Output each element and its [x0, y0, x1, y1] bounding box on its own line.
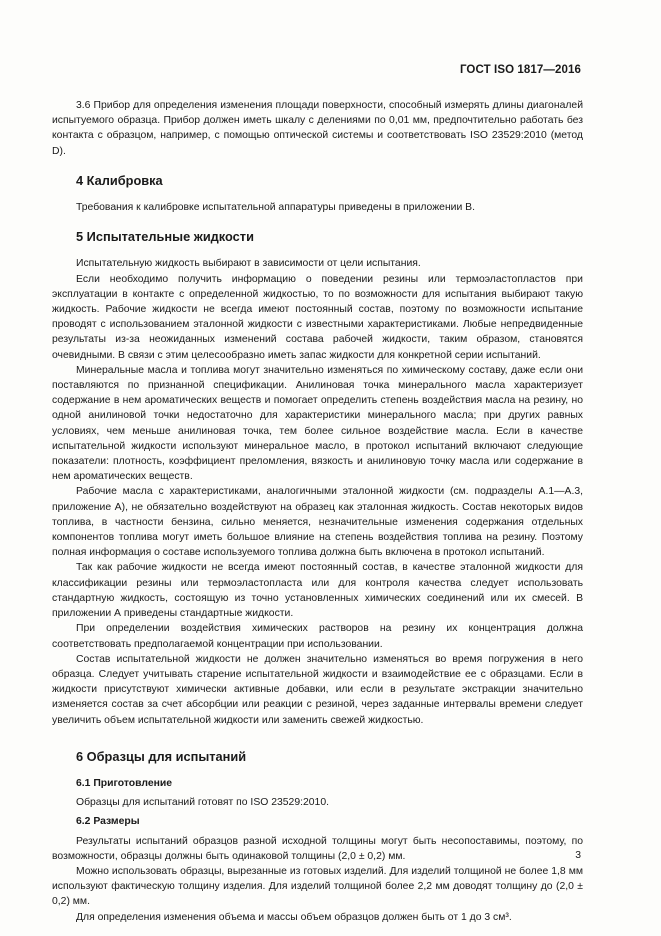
subsection-6-2-paragraph: Для определения изменения объема и массы объем образцов должен быть от 1 до 3 см³. — [76, 911, 512, 923]
subsection-6-2-paragraph: Результаты испытаний образцов разной исходной толщины могут быть несопоставимы, поэтому, по возможности, образцы должны быть одинаковой толщины (2,0 ± 0,2) мм. — [52, 835, 583, 862]
section-4-heading: 4 Калибровка — [76, 172, 163, 188]
section-6-heading: 6 Образцы для испытаний — [76, 748, 247, 764]
page-body — [52, 98, 583, 925]
document-code-header: ГОСТ ISO 1817—2016 — [459, 64, 581, 76]
section-4-text: Требования к калибровке испытательной аппаратуры приведены в приложении В. — [76, 202, 475, 214]
section-5-paragraph: Так как рабочие жидкости не всегда имеют постоянный состав, в качестве эталонной жидкости для классификации резины или термоэластопласта или для контроля качества следует использовать стандартную жидкость, состоящую из точно установленных химических соединений или их смесей. В приложении А приведены стандартные жидкости. — [52, 562, 583, 620]
section-5-paragraph: Если необходимо получить информацию о поведении резины или термоэластопластов при эксплуатации в контакте с определенной жидкостью, то по возможности для испытания выбирают такую жидкость. Рабочие жидкости не всегда имеют постоянный состав, поэтому по возможности испытание проводят с использованием эталонной жидкости с известными характеристиками. Любые непредвиденные результаты из-за неожиданных изменений состава рабочей жидкости, таким образом, становятся очевидными. В связи с этим целесообразно иметь запас жидкости для конкретной серии испытаний. — [52, 273, 583, 361]
section-5-heading: 5 Испытательные жидкости — [76, 229, 254, 245]
subsection-6-2-heading: 6.2 Размеры — [76, 816, 140, 828]
section-5-paragraph: При определении воздействия химических растворов на резину их концентрация должна соответствовать предполагаемой концентрации при использовании. — [52, 623, 583, 650]
subsection-6-2-paragraph: Можно использовать образцы, вырезанные из готовых изделий. Для изделий толщиной не более 1,8 мм используют фактическую толщину изделия. Для изделий толщиной более 2,2 мм доводят толщину до (2,0 ± 0,2) мм. — [52, 865, 583, 908]
subsection-6-1-heading: 6.1 Приготовление — [76, 777, 173, 789]
section-5-paragraph: Состав испытательной жидкости не должен значительно изменяться во время погружения в него образца. Следует учитывать старение испытательной жидкости и взаимодействие ее с образцами. Если в жидкости присутствуют химически активные добавки, или если в результате экстракции значительно изменяется состав за счет абсорбции или реакции с резиной, через заданные интервалы времени следует увеличить объем испытательной жидкости или заменить свежей жидкостью. — [52, 653, 583, 726]
section-5-paragraph: Испытательную жидкость выбирают в зависимости от цели испытания. — [76, 258, 421, 270]
section-5-paragraph: Минеральные масла и топлива могут значительно изменяться по химическому составу, даже если они поставляются по признанной спецификации. Анилиновая точка минерального масла характеризует содержание в нем ароматических веществ и помогает определить степень воздействия масла на резину, но одной анилиновой точки недостаточно для характеристики минерального масла; при других равных условиях, чем меньше анилиновая точка, тем более сильное воздействие масла. Если в качестве испытательной жидкости используют минеральное масло, в протокол испытаний включают следующие показатели: плотность, коэффициент преломления, вязкость и анилиновую точку масла или содержание в нем ароматических веществ. — [52, 364, 583, 483]
clause-3-6: 3.6 Прибор для определения изменения площади поверхности, способный измерять длины диагоналей испытуемого образца. Прибор должен иметь шкалу с делениями по 0,01 мм, предпочтительно работать без контакта с образцом, например, с помощью оптической системы и соответствовать ISO 23529:2010 (метод D). — [52, 100, 583, 157]
subsection-6-1-text: Образцы для испытаний готовят по ISO 23529:2010. — [76, 797, 330, 809]
section-5-paragraph: Рабочие масла с характеристиками, аналогичными эталонной жидкости (см. подразделы А.1—А.3, приложение А), не обязательно воздействуют на образец как эталонная жидкость. Состав некоторых видов топлива, в частности бензина, сильно меняется, незначительные изменения содержания отдельных компонентов топлива могут иметь большое влияние на степень воздействия топлива на резину. Поэтому полная информация о составе используемого топлива должна быть включена в протокол испытаний. — [52, 486, 583, 559]
page-number: 3 — [575, 850, 581, 861]
